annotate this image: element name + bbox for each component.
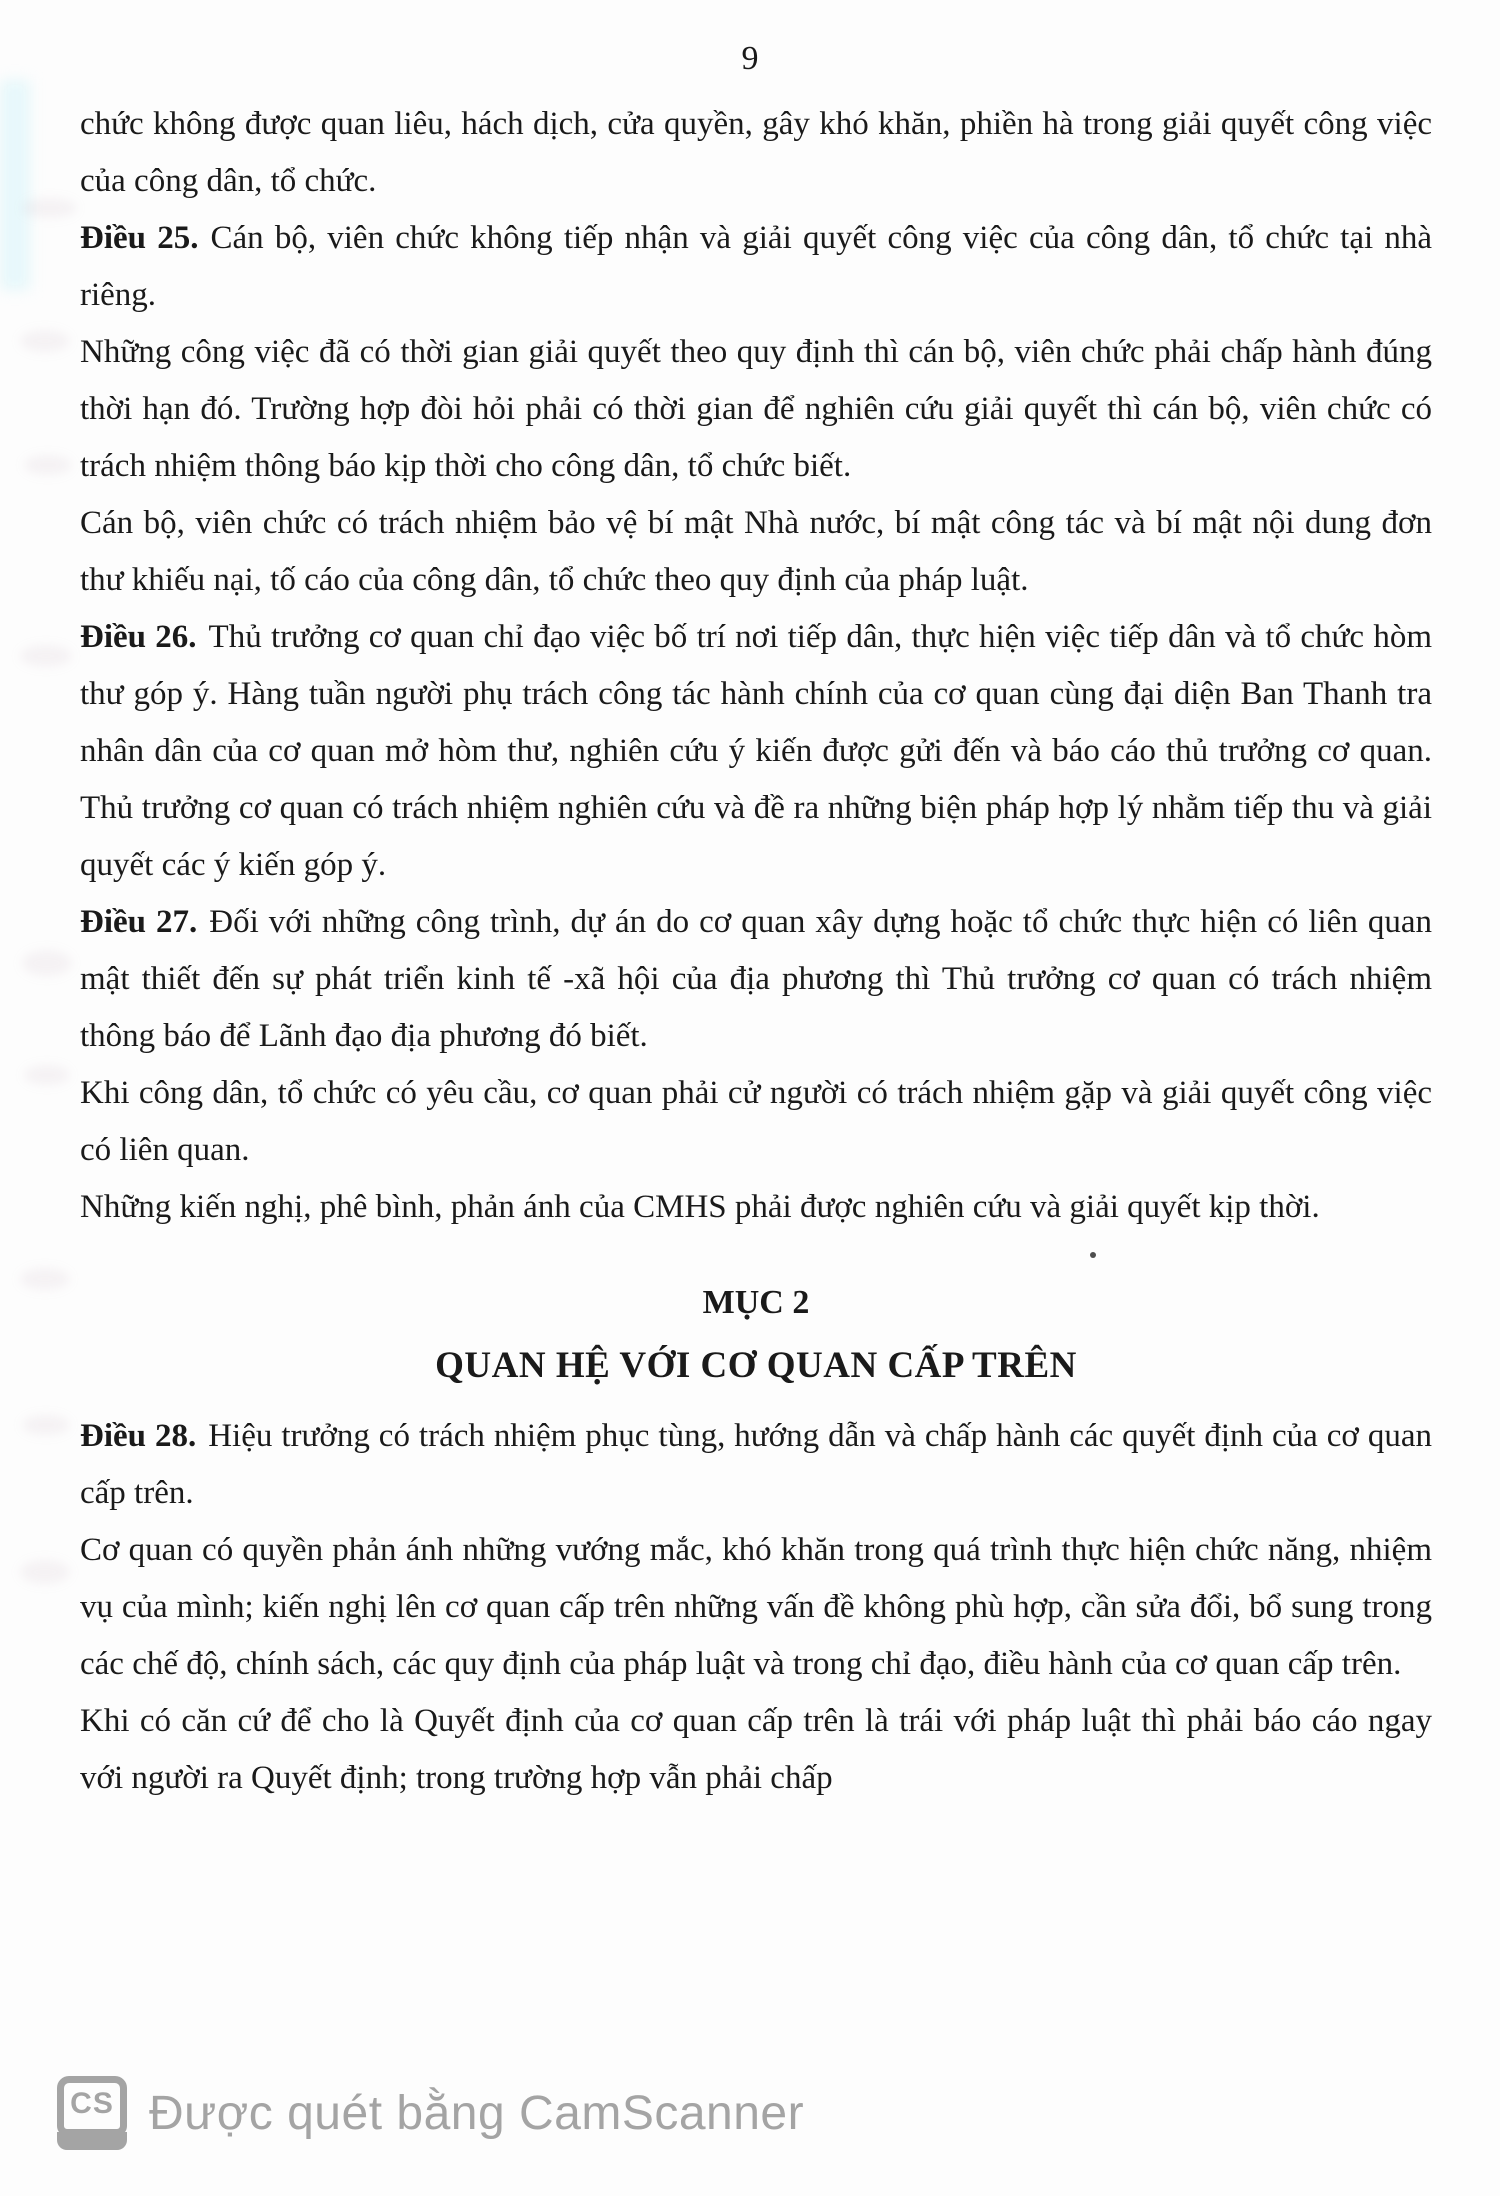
paragraph — [80, 894, 1432, 1065]
paragraph-text: Những kiến nghị, phê bình, phản ánh của CMHS phải được nghiên cứu và giải quyết kịp thời. — [80, 1189, 1320, 1225]
paragraph — [80, 1408, 1432, 1522]
section-label: MỤC 2 — [702, 1284, 810, 1321]
paragraph-text: Cơ quan có quyền phản ánh những vướng mắc, khó khăn trong quá trình thực hiện chức năng, nhiệm vụ của mình; kiến nghị lên cơ quan cấp trên những vấn đề không phù hợp, cần sửa đổi, bổ sung trong các chế độ, chính sách, các quy định của pháp luật và trong chỉ đạo, điều hành của cơ quan cấp trên. — [80, 1532, 1432, 1682]
page-number: 9 — [741, 40, 759, 77]
camscanner-icon-label: CS — [70, 2087, 114, 2120]
scan-smudge — [20, 645, 72, 667]
paragraph-text: Khi công dân, tổ chức có yêu cầu, cơ quan phải cử người có trách nhiệm gặp và giải quyết công việc có liên quan. — [80, 1075, 1432, 1168]
paragraph — [80, 1065, 1432, 1179]
scan-smudge — [22, 198, 77, 218]
scan-edge-tint — [0, 80, 30, 290]
paragraph — [80, 495, 1432, 609]
paragraph — [80, 1522, 1432, 1693]
paragraph-text: Thủ trưởng cơ quan chỉ đạo việc bố trí nơi tiếp dân, thực hiện việc tiếp dân và tổ chức hòm thư góp ý. Hàng tuần người phụ trách công tác hành chính của cơ quan cùng đại diện Ban Thanh tra nhân dân của cơ quan mở hòm thư, nghiên cứu ý kiến được gửi đến và báo cáo thủ trưởng cơ quan. Thủ trưởng cơ quan có trách nhiệm nghiên cứu và đề ra những biện pháp hợp lý nhằm tiếp thu và giải quyết các ý kiến góp ý. — [80, 619, 1433, 883]
paragraph — [80, 1693, 1432, 1807]
article-number: Điều 26. — [80, 619, 197, 655]
paragraph-text: Cán bộ, viên chức có trách nhiệm bảo vệ bí mật Nhà nước, bí mật công tác và bí mật nội dung đơn thư khiếu nại, tố cáo của công dân, tổ chức theo quy định của pháp luật. — [80, 505, 1432, 598]
scan-smudge — [20, 1560, 70, 1584]
document-body — [80, 96, 1432, 1807]
paragraph — [80, 324, 1432, 495]
scan-smudge — [24, 455, 72, 475]
section-title: QUAN HỆ VỚI CƠ QUAN CẤP TRÊN — [435, 1345, 1077, 1386]
article-number: Điều 25. — [80, 220, 199, 256]
watermark-text: Được quét bằng CamScanner — [149, 2086, 805, 2140]
scan-smudge — [22, 950, 72, 976]
paragraph — [80, 1179, 1432, 1236]
scan-smudge — [22, 1415, 70, 1435]
paragraph — [80, 210, 1432, 324]
paragraph-text: Khi có căn cứ để cho là Quyết định của cơ quan cấp trên là trái với pháp luật thì phải báo cáo ngay với người ra Quyết định; trong trường hợp vẫn phải chấp — [80, 1703, 1432, 1796]
camscanner-icon-bar — [57, 2132, 127, 2150]
paragraph-text: Hiệu trưởng có trách nhiệm phục tùng, hướng dẫn và chấp hành các quyết định của cơ quan cấp trên. — [80, 1418, 1432, 1511]
scan-smudge — [24, 1065, 70, 1085]
scan-smudge — [20, 1268, 70, 1290]
camscanner-icon — [57, 2076, 127, 2136]
paragraph-text: Cán bộ, viên chức không tiếp nhận và giải quyết công việc của công dân, tổ chức tại nhà riêng. — [80, 220, 1433, 313]
paragraph-text: Đối với những công trình, dự án do cơ quan xây dựng hoặc tổ chức thực hiện có liên quan mật thiết đến sự phát triển kinh tế -xã hội của địa phương thì Thủ trưởng cơ quan có trách nhiệm thông báo để Lãnh đạo địa phương đó biết. — [80, 904, 1432, 1054]
scan-smudge — [20, 330, 70, 352]
paragraph — [80, 96, 1432, 210]
paragraph-text: chức không được quan liêu, hách dịch, cửa quyền, gây khó khăn, phiền hà trong giải quyết công việc của công dân, tổ chức. — [80, 106, 1432, 199]
camscanner-watermark — [57, 2076, 804, 2150]
article-number: Điều 27. — [80, 904, 198, 940]
paragraph — [80, 609, 1432, 894]
paragraph-text: Những công việc đã có thời gian giải quyết theo quy định thì cán bộ, viên chức phải chấp hành đúng thời hạn đó. Trường hợp đòi hỏi phải có thời gian để nghiên cứu giải quyết thì cán bộ, viên chức có trách nhiệm thông báo kịp thời cho công dân, tổ chức biết. — [80, 334, 1432, 484]
article-number: Điều 28. — [80, 1418, 197, 1454]
